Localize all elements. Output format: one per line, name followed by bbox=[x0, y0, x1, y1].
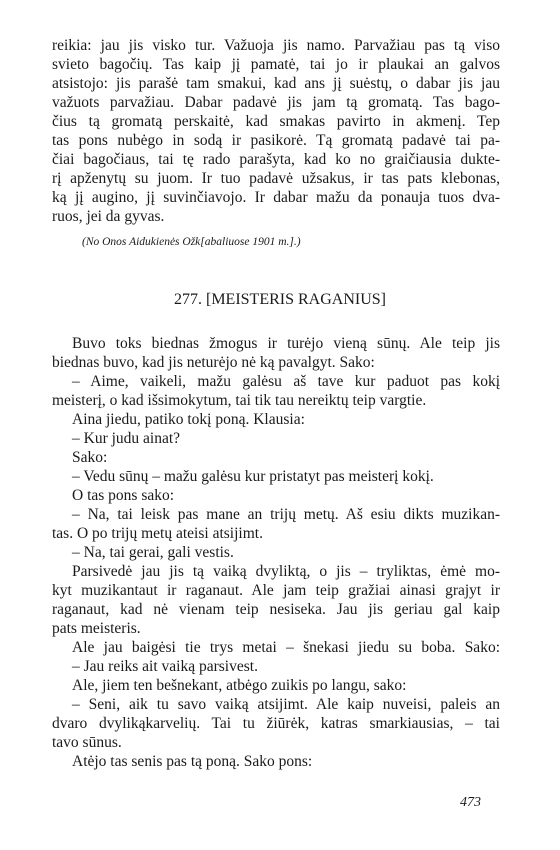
text-line: tas. O po trijų metų ateisi atsijimt. bbox=[52, 525, 263, 542]
text-line: važuots parvažiau. Dabar padavė jis jam tą gromatą. Tas bago- bbox=[52, 94, 500, 111]
text-line: čiai bagočiaus, tai tę rado parašyta, kad ko no graičiausia dukte- bbox=[52, 151, 500, 168]
text-line: atsistojo: jis parašė tam smakui, kad ans jį suėstų, o dabar jis jau bbox=[52, 75, 500, 92]
text-line: čius tą gromatą perskaitė, kad smakas pavirto in akmenį. Tep bbox=[52, 113, 500, 130]
text-line: rį apženytų su juom. Ir tuo padavė užsakus, ir tas pats klebonas, bbox=[52, 170, 500, 187]
text-line: Aina jiedu, patiko tokį poną. Klausia: bbox=[72, 411, 305, 428]
text-line: Atėjo tas senis pas tą poną. Sako pons: bbox=[72, 753, 313, 770]
text-line: Buvo toks biednas žmogus ir turėjo vieną sūnų. Ale teip jis bbox=[72, 335, 500, 352]
text-line: ką jį augino, jį suvinčiavojo. Ir dabar mažu da ponauja tuos dva- bbox=[52, 189, 500, 206]
text-line: Parsivedė jau jis tą vaiką dvyliktą, o jis – tryliktas, ėmė mo- bbox=[72, 563, 500, 580]
text-line: ruos, jei da gyvas. bbox=[52, 208, 165, 225]
text-line: tavo sūnus. bbox=[52, 734, 122, 751]
text-line: biednas buvo, kad jis neturėjo nė ką pavalgyt. Sako: bbox=[52, 354, 375, 371]
source-note: (No Onos Aidukienės Ožk[abaliuose 1901 m.].) bbox=[82, 236, 301, 248]
text-line: pats meisteris. bbox=[52, 620, 141, 637]
text-line: – Seni, aik tu savo vaiką atsijimt. Ale kaip nuveisi, paleis an bbox=[72, 696, 500, 713]
text-line: reikia: jau jis visko tur. Važuoja jis namo. Parvažiau pas tą viso bbox=[52, 37, 500, 54]
page-number: 473 bbox=[460, 795, 481, 810]
text-line: meisterį, o kad išsimokytum, tai tik tau nereiktų teip vargtie. bbox=[52, 392, 427, 409]
text-line: dvaro dvylikąkarvelių. Tai tu žiūrėk, katras smarkiausias, – tai bbox=[52, 715, 500, 732]
text-line: tas pons nubėgo in sodą ir pasikorė. Tą gromatą padavė tai pa- bbox=[52, 132, 500, 149]
text-line: – Na, tai leisk pas mane an trijų metų. Aš esiu dikts muzikan- bbox=[72, 506, 500, 523]
story-title: 277. [MEISTERIS RAGANIUS] bbox=[174, 291, 386, 308]
text-line: O tas pons sako: bbox=[72, 487, 175, 504]
text-line: Ale, jiem ten bešnekant, atbėgo zuikis po langu, sako: bbox=[72, 677, 407, 694]
text-line: kyt muzikantaut ir raganaut. Ale jam teip gražiai ainasi grajyt ir bbox=[52, 582, 500, 599]
text-line: – Kur judu ainat? bbox=[72, 430, 181, 447]
text-line: – Na, tai gerai, gali vestis. bbox=[72, 544, 234, 561]
text-line: raganaut, kad nė vienam teip nesiseka. Jau jis geriau gal kaip bbox=[52, 601, 500, 618]
text-line: – Vedu sūnų – mažu galėsu kur pristatyt pas meisterį kokį. bbox=[72, 468, 434, 485]
text-line: – Aime, vaikeli, mažu galėsu aš tave kur paduot pas kokį bbox=[72, 373, 500, 390]
text-line: Ale jau baigėsi tie trys metai – šnekasi jiedu su boba. Sako: bbox=[72, 639, 500, 656]
text-line: – Jau reiks ait vaiką parsivest. bbox=[72, 658, 258, 675]
text-line: Sako: bbox=[72, 449, 108, 466]
text-line: svieto bagočių. Tas kaip jį pamatė, tai jo ir plaukai an galvos bbox=[52, 56, 500, 73]
